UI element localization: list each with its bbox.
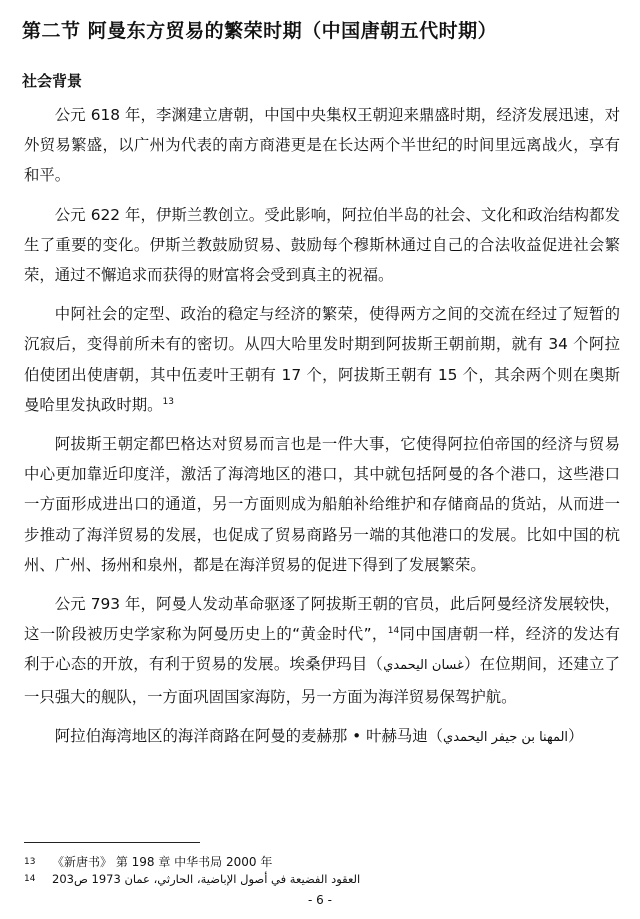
footnote-14-text: العقود الفضيعة في أصول الإباضية، الحارثي، عمان 1973 ص203 <box>52 872 361 886</box>
paragraph-5-text-c: ）在位期间，还建立了一只强大的舰队，一方面巩固国家海防，另一方面为海洋贸易保驾护航。 <box>24 655 620 706</box>
page-number: - 6 - <box>308 893 332 907</box>
footnote-13-text: 《新唐书》 第 198 章 中华书局 2000 年 <box>52 855 273 869</box>
arabic-name-muhanna: المهنا بن جيفر اليحمدي <box>443 729 569 745</box>
footnote-ref-14[interactable]: 14 <box>387 626 400 637</box>
section-title: 第二节 阿曼东方贸易的繁荣时期（中国唐朝五代时期） <box>22 20 498 42</box>
paragraph-2-text: 公元 622 年，伊斯兰教创立。受此影响，阿拉伯半岛的社会、文化和政治结构都发生了重要的变化。伊斯兰教鼓励贸易、鼓励每个穆斯林通过自己的合法收益促进社会繁荣，通过不懈追求而获得的财富将会受到真主的祝福。 <box>24 205 620 285</box>
body-text <box>24 100 620 753</box>
footnote-divider <box>24 842 200 843</box>
footnote-ref-13[interactable]: 13 <box>162 396 174 407</box>
paragraph-5-text-a: 公元 793 年，阿曼人发动革命驱逐了阿拔斯王朝的官员，此后阿曼经济发展较快，这一阶段被历史学家称为阿曼历史上的“黄金时代”， <box>24 595 620 644</box>
paragraph-5 <box>24 589 620 712</box>
paragraph-1 <box>24 100 620 191</box>
arabic-name-ghassan: غسان اليحمدي <box>383 658 464 674</box>
paragraph-3-text: 中阿社会的定型、政治的稳定与经济的繁荣，使得两方之间的交流在经过了短暂的沉寂后，变得前所未有的密切。从四大哈里发时期到阿拔斯王朝前期，就有 34 个阿拉伯使团出使唐朝，其中伍麦叶王朝有 17 个，阿拔斯王朝有 15 个，其余两个则在奥斯曼哈里发执政时期。 <box>24 305 620 414</box>
paragraph-4-text: 阿拔斯王朝定都巴格达对贸易而言也是一件大事，它使得阿拉伯帝国的经济与贸易中心更加靠近印度洋，激活了海湾地区的港口，其中就包括阿曼的各个港口，这些港口一方面形成进出口的通道，另一方面则成为船舶补给维护和存储商品的货站，从而进一步推动了海洋贸易的发展，也促成了贸易商路另一端的其他港口的发展。比如中国的杭州、广州、扬州和泉州，都是在海洋贸易的促进下得到了发展繁荣。 <box>24 435 620 574</box>
paragraph-6-text-a: 阿拉伯海湾地区的海洋商路在阿曼的麦赫那 • 叶赫马迪（ <box>54 726 444 745</box>
paragraph-6 <box>24 721 620 753</box>
paragraph-6-text-b: ） <box>568 726 584 745</box>
footnote-14-number: 14 <box>24 874 36 884</box>
paragraph-5-text-b: 同中国唐朝一样，经济的发达有利于心态的开放，有利于贸易的发展。埃桑伊玛目（ <box>24 625 620 674</box>
footnote-14 <box>24 872 360 887</box>
footnote-13-number: 13 <box>24 857 36 867</box>
footnote-13 <box>24 855 272 870</box>
paragraph-3 <box>24 299 620 420</box>
paragraph-1-text: 公元 618 年，李渊建立唐朝，中国中央集权王朝迎来鼎盛时期，经济发展迅速，对外贸易繁盛，以广州为代表的南方商港更是在长达两个半世纪的时间里远离战火，享有和平。 <box>24 106 620 185</box>
paragraph-2 <box>24 200 620 291</box>
subsection-title: 社会背景 <box>22 72 83 90</box>
paragraph-4 <box>24 429 620 580</box>
